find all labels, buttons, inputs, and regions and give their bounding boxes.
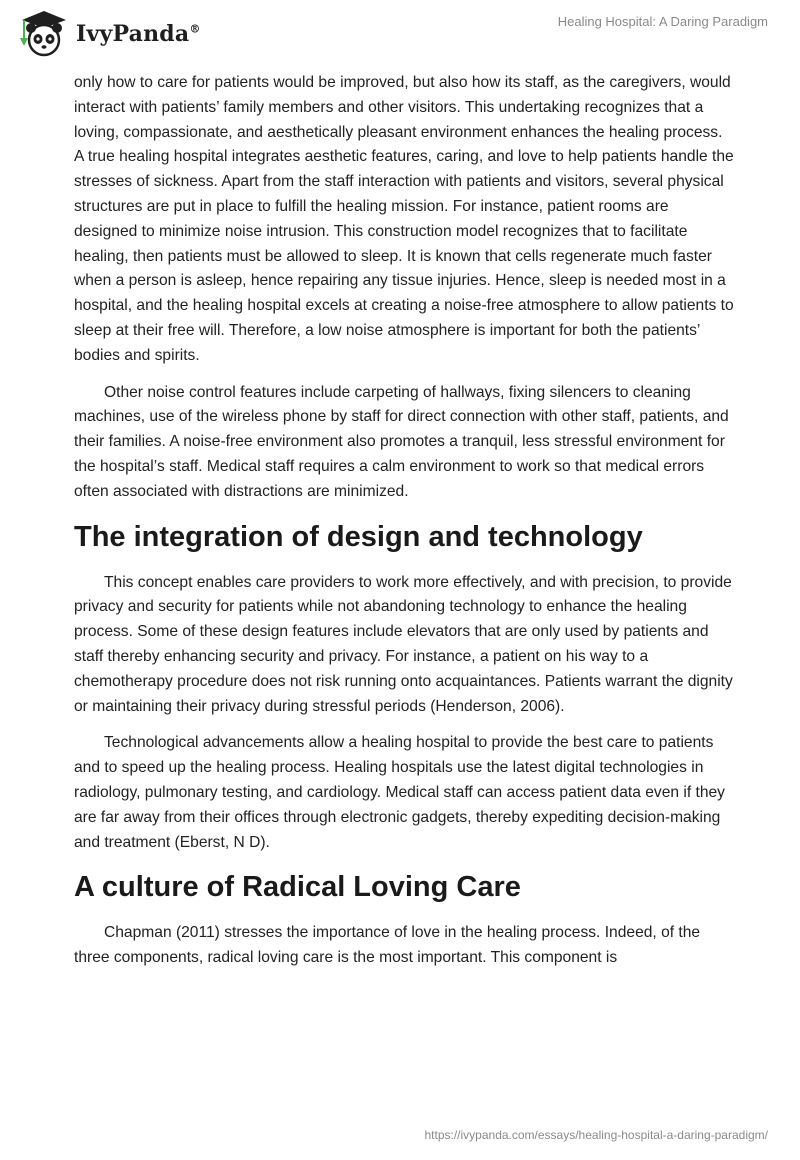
brand-name: IvyPanda® [76, 21, 201, 47]
section-heading: The integration of design and technology [74, 520, 643, 553]
panda-graduate-icon [14, 8, 74, 60]
section-heading: A culture of Radical Loving Care [74, 871, 521, 904]
document-title: Healing Hospital: A Daring Paradigm [557, 14, 768, 29]
paragraph: Technological advancements allow a healing hospital to provide the best care to patients and to speed up the healing process. Healing hospitals use the latest digital technologies in radiology, pulmonary testing, and cardiology. Medical staff can access patient data even if they are far away from their offices through electronic gadgets, thereby expediting decision-making and treatment (Eberst, N D). [74, 734, 725, 851]
ivypanda-logo[interactable] [14, 8, 214, 60]
paragraph: Other noise control features include carpeting of hallways, fixing silencers to cleaning machines, use of the wireless phone by staff for direct connection with other staff, patients, and their families. A noise-free environment also promotes a tranquil, less stressful environment for the hospital’s staff. Medical staff requires a calm environment to work so that medical errors often associated with distractions are minimized. [74, 383, 729, 500]
paragraph: only how to care for patients would be improved, but also how its staff, as the caregivers, would interact with patients’ family members and other visitors. This undertaking recognizes that a loving, compassionate, and aesthetically pleasant environment enhances the healing process. A true healing hospital integrates aesthetic features, caring, and love to help patients handle the stresses of sickness. Apart from the staff interaction with patients and visitors, several physical structures are put in place to fulfill the healing mission. For instance, patient rooms are designed to minimize noise intrusion. This construction model recognizes that to facilitate healing, then patients must be allowed to sleep. It is known that cells regenerate much faster when a person is asleep, hence repairing any tissue injuries. Hence, sleep is needed most in a hospital, and the healing hospital excels at creating a noise-free atmosphere to allow patients to sleep at their free will. Therefore, a low noise atmosphere is important for both the patients’ bodies and spirits. [74, 74, 734, 364]
essay-body [74, 71, 734, 983]
paragraph: Chapman (2011) stresses the importance of love in the healing process. Indeed, of the three components, radical loving care is the most important. This component is [74, 924, 701, 967]
page-header [0, 0, 800, 70]
paragraph: This concept enables care providers to work more effectively, and with precision, to provide privacy and security for patients while not abandoning technology to enhance the healing process. Some of these design features include elevators that are only used by patients and staff thereby enhancing security and privacy. For instance, a patient on his way to a chemotherapy procedure does not risk running onto acquaintances. Patients warrant the dignity or maintaining their privacy during stressful periods (Henderson, 2006). [74, 573, 733, 715]
source-url[interactable]: https://ivypanda.com/essays/healing-hospital-a-daring-paradigm/ [424, 1128, 768, 1142]
